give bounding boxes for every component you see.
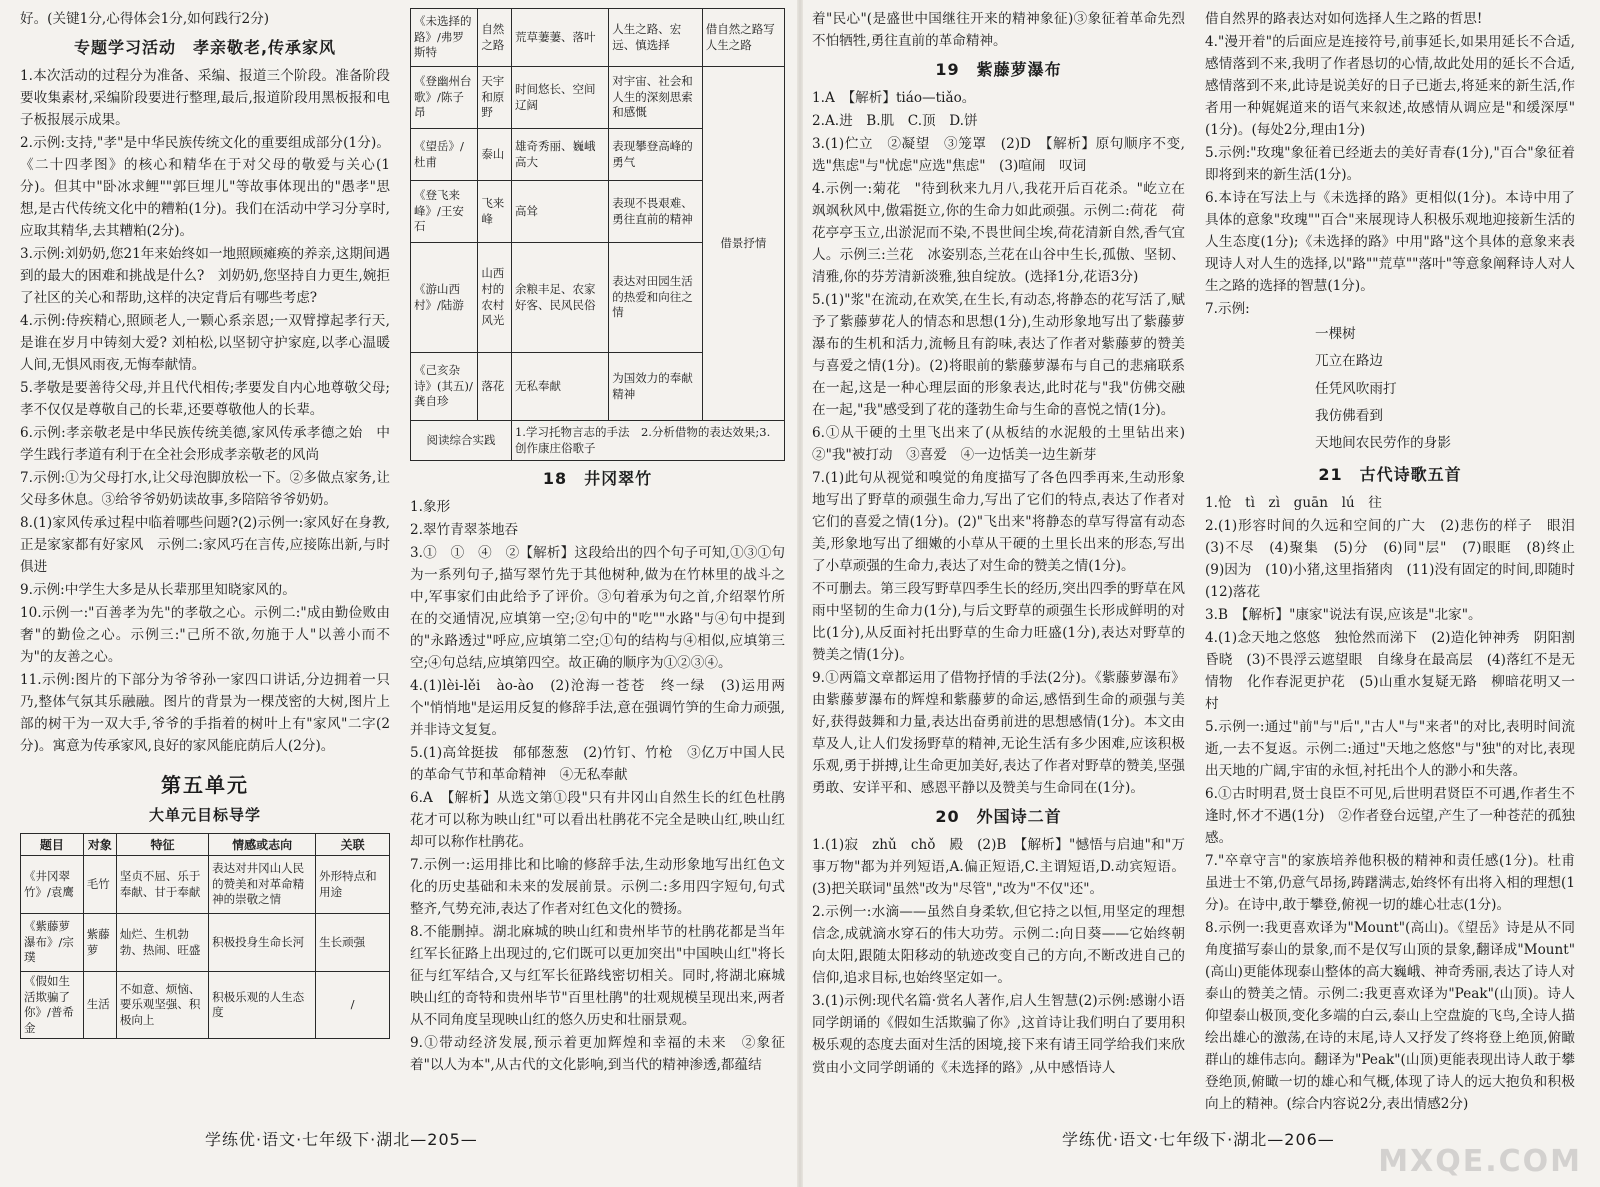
table-cell: 飞来峰 [478, 181, 512, 243]
table-cell: 《紫藤萝瀑布》/宗璞 [21, 914, 84, 972]
text-line: 借自然界的路表达对如何选择人生之路的哲思! [1205, 11, 1483, 27]
text-line: 着"民心"(是盛世中国继往开来的精神象征)③象征着革命先烈不怕牺牲,勇往直前的革命精神。 [812, 11, 1185, 50]
table-cell: 借自然之路写人生之路 [702, 9, 784, 67]
table-cell: 山西村的农村风光 [478, 243, 512, 353]
answer-3: 3.B 【解析】"康家"说法有误,应该是"北家"。 [1205, 607, 1482, 624]
poem-line: 一棵树 [1315, 326, 1356, 343]
page-footer: 学练优·语文·七年级下·湖北—205— [205, 1130, 478, 1149]
answer-1: 1.本次活动的过程分为准备、采编、报道三个阶段。准备阶段要收集素材,采编阶段要进行整理,最后,报道阶段用黑板报和电子板报展示成果。 [20, 67, 390, 128]
answer-7: 7.(1)此句从视觉和嗅觉的角度描写了各色四季再来,生动形象地写出了野草的顽强生命力,写出了它们的特点,表达了作者对它们的喜爱之情(1分)。(2)"飞出来"将静态的草写得富有动态美,形象地写出了细嫩的小草从干硬的土里长出来的形态,写出了小草顽强的生命力,表达了对生命的赞美之情(1分)。 [812, 470, 1185, 575]
poem-line: 我仿佛看到 [1315, 407, 1383, 424]
table-cell: 《假如生活欺骗了你》/普希金 [21, 972, 84, 1039]
answer-10: 1.(1)寂 zhǔ chǒ 殿 (2)B 【解析】"憾悟与启迪"和"万事万物"都为并列短语,A.偏正短语,C.主谓短语,D.动宾短语。(3)把关联词"虽然"改为"尽管","改为"不仅"还"。 [812, 837, 1185, 898]
table-cell: 紫藤萝 [83, 914, 116, 972]
unit-heading: 第五单元 [161, 773, 249, 798]
answer-7: 7.示例: [1205, 301, 1250, 318]
answer-5: 5.(1)高耸挺拔 郁郁葱葱 (2)竹钉、竹枪 ③亿万中国人民的革命气节和革命精神 ④无私奉献 [410, 745, 785, 784]
table-cell: 坚贞不屈、乐于奉献、甘于奉献 [116, 856, 208, 914]
lesson-heading: 20 外国诗二首 [935, 807, 1062, 827]
answer-8: 8.(1)家风传承过程中临着哪些问题?(2)示例一:家风好在身教,正是家家都有好家风 示例二:家风巧在言传,应接陈出新,与时俱进 [20, 515, 390, 576]
answer-5: 5.示例一:通过"前"与"后","古人"与"来者"的对比,表明时间流逝,一去不复返。示例二:通过"天地之悠悠"与"独"的对比,表现出天地的广阔,宇宙的永恒,衬托出个人的渺小和失落。 [1205, 719, 1575, 780]
table-cell: 外形特点和用途 [316, 856, 390, 914]
table-cell: 天宇和原野 [478, 67, 512, 129]
answer-5: 5.示例:"玫瑰"象征着已经逝去的美好青春(1分),"百合"象征着即将到来的新生活(1分)。 [1205, 145, 1575, 184]
table-cell: 积极投身生命长河 [209, 914, 316, 972]
answer-11: 11.示例:图片的下部分为爷爷孙一家四口讲话,分边拥着一只乃,整体气氛其乐融融。图片的背景为一棵茂密的大树,图片上部的树干为一双大手,爷爷的手指着的树叶上有"家风"二字(2分)。寓意为传承家风,良好的家风能庇荫后人(2分)。 [20, 672, 390, 755]
table-cell: 《望岳》/杜甫 [411, 129, 478, 181]
lesson-heading: 18 井冈翠竹 [542, 469, 653, 488]
table-cell: 表达对井冈山人民的赞美和对革命精神的崇敬之情 [209, 856, 316, 914]
table-header: 情感或志向 [209, 834, 316, 856]
answer-2: 2.(1)形容时间的久远和空间的广大 (2)悲伤的样子 眼泪 (3)不尽 (4)聚集 (5)分 (6)同"层" (7)眼眶 (8)终止 (9)因为 (10)小猪,这里指猪肉 (11)没有固定的时间,即随时 (12)落花 [1205, 518, 1589, 601]
answer-8: 不可删去。第三段写野草四季生长的经历,突出四季的野草在风雨中坚韧的生命力(1分),与后文野草的顽强生长形成鲜明的对比(1分),从反面衬托出野草的生命力旺盛(1分),表达对野草的赞美之情(1分)。 [812, 581, 1185, 664]
answer-2: 2.A.进 B.肌 C.顶 D.饼 [812, 112, 978, 129]
table-cell: 表达对田园生活的热爱和向往之情 [609, 243, 703, 353]
table-header: 特征 [116, 834, 208, 856]
text-line: 好。(关键1分,心得体会1分,如何践行2分) [20, 11, 270, 27]
answer-6: 6.示例:孝亲敬老是中华民族传统美德,家风传承孝德之始 中学生践行孝道有利于在全社会形成孝亲敬老的风尚 [20, 425, 390, 464]
table-cell: 时间悠长、空间辽阔 [511, 67, 608, 129]
poem [1205, 321, 1575, 457]
answer-6: 6.A 【解析】从选文第①段"只有井冈山自然生长的红色杜鹃花才可以称为映山红"可以看出杜鹃花不完全是映山红,映山红却可以称作杜鹃花。 [410, 790, 785, 851]
table-cell: 表现攀登高峰的勇气 [609, 129, 703, 181]
table-cell: 表现不畏艰难、勇往直前的精神 [609, 181, 703, 243]
table-cell: 积极乐观的人生态度 [209, 972, 316, 1039]
answer-1: 1.A 【解析】tiáo—tiǎo。 [812, 89, 976, 106]
lesson-heading: 21 古代诗歌五首 [1318, 465, 1462, 485]
answer-9: 9.①带动经济发展,预示着更加辉煌和幸福的未来 ②象征着"以人为本",从古代的文化影响,到当代的精神渗透,都蕴结 [410, 1035, 785, 1074]
table-cell: 泰山 [478, 129, 512, 181]
page-footer: 学练优·语文·七年级下·湖北—206— [1062, 1130, 1335, 1149]
table-cell: 《游山西村》/陆游 [411, 243, 478, 353]
answer-5: 5.(1)"浆"在流动,在欢笑,在生长,有动态,将静态的花写活了,赋予了紫藤萝花人的情态和思想(1分),生动形象地写出了紫藤萝瀑布的生机和活力,流畅且有韵味,表达了作者对紫藤萝的赞美与喜爱之情(1分)。(2)将眼前的紫藤萝瀑布与自己的悲痛联系在一起,这是一种心理层面的形象表达,此时花与"我"仿佛交融在一起,"我"感受到了花的蓬勃生命与生命的喜悦之情(1分)。 [812, 292, 1185, 419]
answer-3: 3.① ① ④ ②【解析】这段给出的四个句子可知,①③①句为一系列句子,描写翠竹先于其他树种,做为在竹林里的战斗之中,军事家们由此给予了评价。③句着承为句之首,介绍翠竹所在的交通情况,应填第一空;②句中的"吃""水路"与④句中提到的"永路透过"呼应,应填第二空;①句的结构与④相似,应填第三空;④句总结,应填第四空。故正确的顺序为①②③④。 [410, 544, 785, 672]
answer-8: 8.示例一:我更喜欢译为"Mount"(高山)。《望岳》诗是从不同角度描写泰山的景象,而不是仅写山顶的景象,翻译成"Mount"(高山)更能体现泰山整体的高大巍峨、神奇秀丽,表达了诗人对泰山的赞美之情。示例二:我更喜欢译为"Peak"(山顶)。诗人仰望泰山极顶,变化多端的白云,泰山上空盘旋的飞鸟,全诗人描绘出雄心的激荡,在诗的末尾,诗人又抒发了终将登上绝顶,俯瞰群山的雄伟志向。翻译为"Peak"(山顶)更能表现出诗人敢于攀登绝顶,俯瞰一切的雄心和气概,体现了诗人的远大抱负和积极向上的精神。(综合内容说2分,表出情感2分) [1205, 920, 1575, 1113]
answer-7: 7.示例:①为父母打水,让父母泡脚放松一下。②多做点家务,让父母多休息。③给爷爷奶奶读故事,多陪陪爷爷奶奶。 [20, 470, 390, 509]
answer-2: 2.示例:支持,"孝"是中华民族传统文化的重要组成部分(1分)。《二十四孝图》的核心和精华在于对父母的敬爱与关心(1分)。但其中"卧冰求鲤""郭巨埋儿"等故事体现出的"愚孝"思想,是古代传统文化中的糟粕(1分)。我们在活动中学习分享时,应取其精华,去其糟粕(2分)。 [20, 134, 390, 240]
section-heading: 专题学习活动 孝亲敬老,传承家风 [73, 38, 337, 58]
table-cell: 落花 [478, 353, 512, 421]
answer-6: 6.①从干硬的土里飞出来了(从板结的水泥般的土里钻出来) ②"我"被打动 ③喜爱 ④一边恬美一边生新芽 [812, 425, 1199, 464]
table-cell: 无私奉献 [511, 353, 608, 421]
table-cell: 《登飞来峰》/王安石 [411, 181, 478, 243]
table-cell: 毛竹 [83, 856, 116, 914]
poem-line: 任凭风吹雨打 [1315, 380, 1397, 397]
answer-4: 4.示例:侍疾精心,照顾老人,一颗心系亲恩;一双臂撑起孝行天,是谁在岁月中铸刻大爱? 刘柏松,以坚韧守护家庭,以孝心温暖人间,无惧风雨夜,无悔奉献情。 [20, 313, 390, 374]
answer-11: 2.示例一:水滴——虽然自身柔软,但它持之以恒,用坚定的理想信念,成就滴水穿石的伟大功劳。示例二:向日葵——它始终朝向太阳,跟随太阳移动的轨迹改变自己的方向,不断改进自己的信仰,追求目标,也始终坚定如一。 [812, 904, 1185, 987]
answer-7: 7."卒章守言"的家族培养他积极的精神和责任感(1分)。杜甫虽进士不第,仍意气昂扬,踌躇满志,始终怀有出将入相的理想(1分)。在诗中,敢于攀登,俯视一切的雄心壮志(1分)。 [1205, 853, 1575, 914]
answer-1: 1.怆 tì zì guān lú 往 [1205, 495, 1382, 512]
watermark: MXQE.COM [1378, 1144, 1582, 1179]
table-cell: 生长顽强 [316, 914, 390, 972]
table-cell: 自然之路 [478, 9, 512, 67]
table-cell: 生活 [83, 972, 116, 1039]
table-cell: 阅读综合实践 [411, 421, 512, 461]
answer-6: 6.①古时明君,贤士良臣不可见,后世明君贤臣不可遇,作者生不逢时,怀才不遇(1分) ②作者登台远望,产生了一种苍茫的孤独感。 [1205, 786, 1575, 847]
answer-9: 9.①两篇文章都运用了借物抒情的手法(2分)。《紫藤萝瀑布》由紫藤萝瀑布的辉煌和紫藤萝的命运,感悟到生命的顽强与美好,获得鼓舞和力量,表达出奋勇前进的思想感情(1分)。本文由草及人,让人们发扬野草的精神,无论生活有多少困难,应该积极乐观,勇于拼搏,让生命更加美好,表达了作者对野草的赞美,坚强勇敢、安详平和、感恩平静以及赞美与生命同在(1分)。 [812, 670, 1185, 797]
table-cell: 《己亥杂诗》(其五)/龚自珍 [411, 353, 478, 421]
answer-4: 4.(1)lèi-lěi ào-ào (2)沧海一苍苍 终一绿 (3)运用两个"悄悄地"是运用反复的修辞手法,意在强调竹笋的生命力顽强,并非诗文复复。 [410, 678, 785, 739]
table-cell: 《井冈翠竹》/袁鹰 [21, 856, 84, 914]
table-cell: 高耸 [511, 181, 608, 243]
answer-1: 1.象形 [410, 498, 451, 515]
unit-subheading: 大单元目标导学 [148, 805, 261, 824]
table-cell: 人生之路、宏远、慎选择 [609, 9, 703, 67]
poem-line: 兀立在路边 [1315, 353, 1383, 370]
column-3 [812, 8, 1199, 1128]
answer-12: 3.(1)示例:现代名篇·赏名人著作,启人生智慧(2)示例:感谢小语同学朗诵的《假如生活欺骗了你》,这首诗让我们明白了要用积极乐观的态度去面对生活的困境,接下来有请王同学给我们来欣赏由小文同学朗诵的《未选择的路》,从中感悟诗人 [812, 993, 1185, 1076]
poem-line: 天地间农民劳作的身影 [1315, 434, 1451, 451]
column-4 [1205, 8, 1589, 1128]
lesson-heading: 19 紫藤萝瀑布 [935, 60, 1062, 80]
answer-4: 4.(1)念天地之悠悠 独怆然而涕下 (2)造化钟神秀 阴阳割昏晓 (3)不畏浮云遮望眼 自缘身在最高层 (4)落红不是无情物 化作春泥更护花 (5)山重水复疑无路 柳暗花明又一村 [1205, 630, 1575, 713]
answer-10: 10.示例一:"百善孝为先"的孝敬之心。示例二:"成由勤俭败由奢"的勤俭之心。示例三:"己所不欲,勿施于人"以善小而不为"的友善之心。 [20, 605, 390, 666]
table-cell: 对宇宙、社会和人生的深刻思索和感慨 [609, 67, 703, 129]
table-header: 关联 [316, 834, 390, 856]
table-cell: 荒草萋萋、落叶 [511, 9, 608, 67]
answer-6: 6.本诗在写法上与《未选择的路》更相似(1分)。本诗中用了具体的意象"玫瑰""百合"来展现诗人积极乐观地迎接新生活的人生态度(1分);《未选择的路》中用"路"这个具体的意象来表现诗人对人生的选择,以"路""荒草""落叶"等意象阐释诗人对人生之路的选择的智慧(1分)。 [1205, 190, 1575, 295]
table-cell: 《未选择的路》/弗罗斯特 [411, 9, 478, 67]
table-cell: 灿烂、生机勃勃、热闹、旺盛 [116, 914, 208, 972]
table-cell: 《登幽州台歌》/陈子昂 [411, 67, 478, 129]
table-cell: 不如意、烦恼、要乐观坚强、积极向上 [116, 972, 208, 1039]
answer-4: 4."漫开着"的后面应是连接符号,前事延长,如果用延长不合适,感情落到不来,我明了作者恳切的心情,故此处用的延长不合适,感情落到不来,此诗是说美好的日子已逝去,将延来的新生活,作者用一种娓娓道来的语气来叙述,故感情从调应是"和缓深厚"(1分)。(每处2分,理由1分) [1205, 34, 1575, 139]
table-header: 题目 [21, 834, 84, 856]
table-cell: 借景抒情 [702, 67, 784, 421]
answer-7: 7.示例一:运用排比和比喻的修辞手法,生动形象地写出红色文化的历史基础和未来的发展前景。示例二:多用四字短句,句式整齐,气势充沛,表达了作者对红色文化的赞扬。 [410, 857, 785, 918]
answer-5: 5.孝敬是要善待父母,并且代代相传;孝要发自内心地尊敬父母;孝不仅仅是尊敬自己的长辈,还要尊敬他人的长辈。 [20, 380, 390, 419]
table-cell: 为国效力的奉献精神 [609, 353, 703, 421]
table-cell: 1.学习托物言志的手法 2.分析借物的表达效果;3.创作康庄俗歌子 [511, 421, 784, 461]
table-header: 对象 [83, 834, 116, 856]
table-cell: 余粮丰足、农家好客、民风民俗 [511, 243, 608, 353]
table-cell: 雄奇秀丽、巍峨高大 [511, 129, 608, 181]
table-cell: / [316, 972, 390, 1039]
answer-4: 4.示例一:菊花 "待到秋来九月八,我花开后百花杀。"屹立在飒飒秋风中,傲霜挺立,你的生命力如此顽强。示例二:荷花 荷花亭亭玉立,出淤泥而不染,不畏世间尘埃,荷花清新自然,香气宜人。示例三:兰花 冰姿别态,兰花在山谷中生长,孤傲、坚韧、清雅,你的芬芳清新淡雅,独自绽放。(选择1分,花语3分) [812, 181, 1185, 286]
answer-9: 9.示例:中学生大多是从长辈那里知晓家风的。 [20, 582, 296, 599]
answer-3: 3.(1)伫立 ②凝望 ③笼罩 (2)D 【解析】原句顺序不变,选"焦虑"与"忧虑"应选"焦虑" (3)喧闹 叹词 [812, 135, 1185, 174]
answer-2: 2.翠竹青翠茶地吞 [410, 521, 519, 538]
answer-3: 3.示例:刘奶奶,您21年来始终如一地照顾瘫痪的养亲,这期间遇到的最大的困难和挑战是什么? 刘奶奶,您坚持自力更生,婉拒了社区的关心和帮助,这样的决定背后有哪些考虑? [20, 246, 390, 307]
answer-8: 8.不能删掉。湖北麻城的映山红和贵州毕节的杜鹃花都是当年红军长征路上出现过的,它们既可以更加突出"中国映山红"将长征与红军结合,又与红军长征路线密切相关。同时,将湖北麻城映山红的奇特和贵州毕节"百里杜鹃"的壮观规模呈现出来,两者从不同角度呈现映山红的悠久历史和壮丽景观。 [410, 924, 785, 1029]
